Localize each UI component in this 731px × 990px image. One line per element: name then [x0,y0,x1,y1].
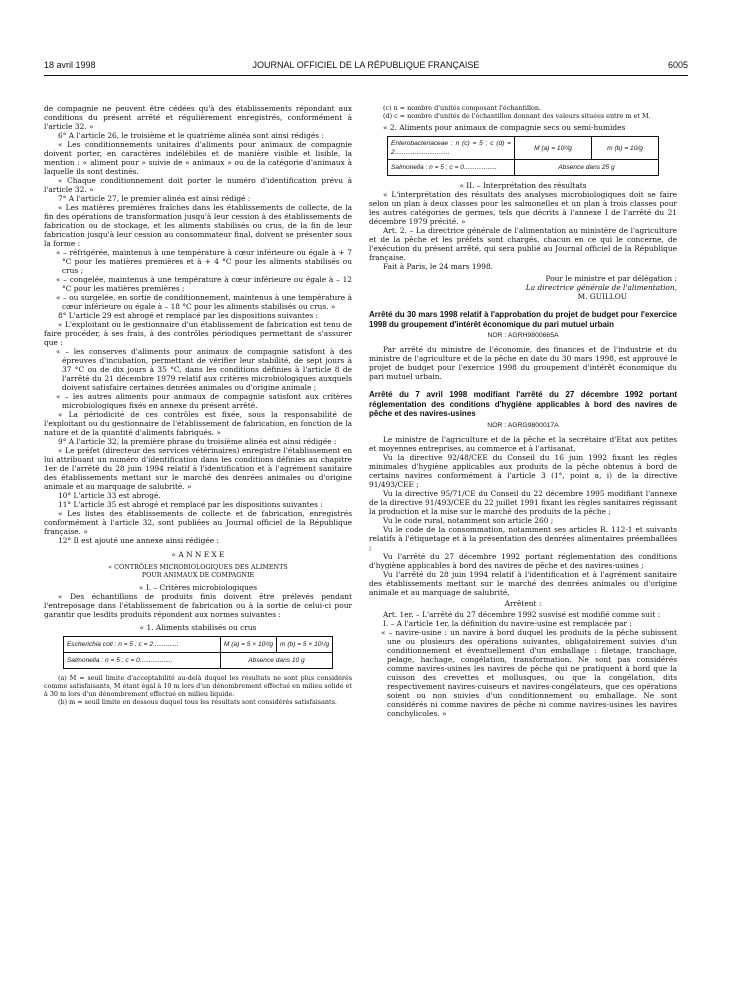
decree-title: Arrêté du 30 mars 1998 relatif à l'approbation du projet de budget pour l'exercice 1998 du groupement d'intérêt économique du pari mutuel urbain [369,310,677,329]
table-cell: Absence dans 25 g [515,160,659,176]
nor-reference: NOR : AGRG9800017A [487,421,559,429]
criteria-table-1 [63,636,333,669]
header-rule [44,75,688,76]
table-cell: m (b) = 5 × 10¹/g [277,637,333,653]
paragraph: Par arrêté du ministre de l'économie, des finances et de l'industrie et du ministre de l'agriculture et de la pêche en date du 30 mars 1998, est approuvé le projet de budget pour l'exercice 1998 du groupement d'intérêt économique du pari mutuel urbain. [369,345,677,381]
paragraph: « Les conditionnements unitaires d'aliments pour animaux de compagnie doivent porter, en caractères indélébiles et de manière visible et lisible, la mention : « aliment pour » suivie de « animaux » ou de la catégorie d'animaux à laquelle ils sont destinés. [44,140,352,176]
table-row [63,653,332,669]
paragraph: Vu le code de la consommation, notamment ses articles R. 112-1 et suivants relatifs à l'étiquetage et à la présentation des denrées alimentaires préemballées ; [369,524,677,552]
list-item: « – les conserves d'aliments pour animaux de compagnie satisfont à des épreuves d'incubation, permettant de vérifier leur stabilité, de sept jours à 37 °C ou de dix jours à 35 °C, dans les conditions définies à l'article 8 de l'arrêté du 21 décembre 1979 relatif aux critères microbiologiques auxquels doivent satisfaire certaines denrées animales ou d'origine animale ; [56,347,352,392]
paragraph: 7° A l'article 27, le premier alinéa est ainsi rédigé : [58,194,251,203]
paragraph: Vu la directive 92/48/CEE du Conseil du 16 juin 1992 fixant les règles minimales d'hygiène applicables aux produits de la pêche obtenus à bord de certains navires conformément à l'article 3 (1°, point a, i) de la directive 91/493/CEE ; [369,452,677,489]
table-cell: M (a) = 5 × 10²/g [220,637,276,653]
paragraph: Art. 1er. – L'arrêté du 27 décembre 1992 susvisé est modifié comme suit : [383,609,661,619]
annex-subtitle: POUR ANIMAUX DE COMPAGNIE [141,571,255,579]
paragraph: 11° L'article 35 est abrogé et remplacé par les dispositions suivantes : [58,500,323,509]
paragraph: Le ministre de l'agriculture et de la pêche et la secrétaire d'Etat aux petites et moyennes entreprises, au commerce et à l'artisanat, [369,434,677,453]
annex-title: « A N N E X E [171,550,225,559]
table-row [63,637,332,653]
paragraph: « Le préfet (directeur des services vétérinaires) enregistre l'établissement en lui attribuant un numéro d'identification dans les conditions définies au chapitre 1er de l'arrêté du 28 juin 1994 relatif à l'identification et à l'agrément sanitaire des établissements mettant sur le marché des denrées animales ou d'origine animale et au marquage de salubrité. » [44,446,352,491]
paragraph: « Chaque conditionnement doit porter le numéro d'identification prévu à l'article 32. » [44,176,352,194]
list-item: « – les autres aliments pour animaux de compagnie satisfont aux critères microbiologiques fixés en annexe du présent arrêté. [56,392,352,410]
footnote: (d) c = nombre d'unités de l'échantillon donnant des valeurs situées entre m et M. [383,112,651,120]
table-row [388,160,659,176]
header-date: 18 avril 1998 [44,60,96,70]
subsection-heading: « 2. Aliments pour animaux de compagnie secs ou semi-humides [383,123,626,132]
section-heading: « I. – Critères microbiologiques [138,583,258,592]
paragraph: Vu le code rural, notamment son article 260 ; [383,515,554,525]
paragraph: « L'interprétation des résultats des analyses microbiologiques doit se faire selon un plan à deux classes pour les salmonelles et un plan à trois classes pour les autres catégories de germes, tels que décrits à l'annexe I de l'arrêté du 21 décembre 1979 précité. » [369,190,677,226]
table-cell: Escherichia coli : n = 5 ; c = 2.............. [63,637,220,653]
criteria-table-2 [387,136,659,176]
footnote: (a) M = seuil limite d'acceptabilité au-delà duquel les résultats ne sont plus considérés comme satisfaisants, M étant égal à 10 m lors d'un dénombrement effectué en milieu solide et à 30 m lors d'un dénombrement effectué en milieu liquide. [44,674,352,698]
paragraph: « Les listes des établissements de collecte et de fabrication, enregistrés conformément à l'article 32, sont publiées au Journal officiel de la République française. » [44,509,352,536]
table-cell: Salmonella : n = 5 ; c = 0.................. [388,160,515,176]
paragraph: 12° Il est ajouté une annexe ainsi rédigée : [58,536,219,545]
paragraph: 10° L'article 33 est abrogé. [58,491,161,500]
header-title: JOURNAL OFFICIEL DE LA RÉPUBLIQUE FRANÇAISE [252,60,480,70]
table-cell: Absence dans 10 g [220,653,332,669]
paragraph: Fait à Paris, le 24 mars 1998. [383,262,493,271]
paragraph: « La périodicité de ces contrôles est fixée, sous la responsabilité de l'exploitant ou du gestionnaire de l'établissement de fabrication, en fonction de la nature et de la quantité d'aliments fabriqués. » [44,410,352,437]
table-cell: Salmonella : n = 5 ; c = 0.................. [63,653,220,669]
paragraph: Vu l'arrêté du 27 décembre 1992 portant réglementation des conditions d'hygiène applicables à bord des navires de pêche et des navires-usines ; [369,551,677,570]
header-page-number: 6005 [667,60,688,70]
paragraph: I. – A l'article 1er, la définition du navire-usine est remplacée par : [383,618,632,628]
subsection-heading: « 1. Aliments stabilisés ou crus [139,623,257,632]
list-item: « – réfrigérée, maintenus à une température à cœur inférieure ou égale à + 7 °C pour les matières premières et à + 4 °C pour les aliments stabilisés ou crus ; [56,248,352,275]
table-row [388,137,659,160]
paragraph: Vu l'arrêté du 28 juin 1994 relatif à l'identification et à l'agrément sanitaire des établissements mettant sur le marché des denrées animales ou d'origine animale et au marquage de salubrité, [369,569,677,597]
signature-line: La directrice générale de l'alimentation, [525,283,677,292]
nor-reference: NOR : AGRH9800665A [487,332,559,339]
table-cell: Enterobacteriaceae : n (c) = 5 ; c (d) = 2.............................. [388,137,515,160]
table-cell: M (a) = 10²/g [515,137,592,160]
right-column [369,104,677,718]
section-heading: « II. – Interprétation des résultats [459,181,587,190]
table-cell: m (b) = 10/g [592,137,659,160]
decree-title: Arrêté du 7 avril 1998 modifiant l'arrêté du 27 décembre 1992 portant réglementation des conditions d'hygiène applicables à bord des navires de pêche et des navires-usines [369,390,677,418]
signature-name: M. GUILLOU [577,292,627,301]
paragraph: Arrêtent : [504,598,542,608]
paragraph: « Les matières premières fraîches dans les établissements de collecte, de la fin des opérations de transformation jusqu'à leur cession à des établissements de fabrication ou de stockage, et les aliments stabilisés ou crus, de la fin de leur fabrication jusqu'à leur cession au consommateur final, doivent se présenter sous la forme : [44,203,352,248]
annex-subtitle: « CONTRÔLES MICROBIOLOGIQUES DES ALIMENTS [108,563,288,571]
list-item: « – navire-usine : un navire à bord duquel les produits de la pêche subissent une ou plusieurs des opérations suivantes, obligatoirement suivies d'un conditionnement et éventuellement d'un emballage : filetage, tranchage, pelage, hachage, congélation, transformation. Ne sont pas considérés comme navires-usines les navires de pêche qui ne pratiquent à bord que la cuisson des crevettes et mollusques, ou que la congélation, dits respectivement navires-cuiseurs et navires-congélateurs, que ces opérations soient ou non suivies d'un conditionnement ou emballage. Ne sont considérés ni comme navires de pêche ni comme navires-usines les navires conchylicoles. » [381,627,677,718]
list-item: « – ou surgelée, en sortie de conditionnement, maintenus à une température à cœur inférieure ou égale à – 18 °C pour les aliments stabilisés ou crus. » [56,293,352,311]
page-header [44,60,688,74]
paragraph: « L'exploitant ou le gestionnaire d'un établissement de fabrication est tenu de faire procéder, à ses frais, à des contrôles périodiques permettant de s'assurer que : [44,320,352,347]
list-item: « – congelée, maintenus à une température à cœur inférieure ou égale à – 12 °C pour les matières premières ; [56,275,352,293]
paragraph: 6° A l'article 26, le troisième et le quatrième alinéa sont ainsi rédigés : [58,131,324,140]
paragraph: Vu la directive 95/71/CE du Conseil du 22 décembre 1995 modifiant l'annexe de la directive 91/493/CEE du 22 juillet 1991 fixant les règles sanitaires régissant la production et la mise sur le marché des produits de la pêche ; [369,488,677,516]
paragraph: 9° A l'article 32, la première phrase du troisième alinéa est ainsi rédigée : [58,437,337,446]
signature-line: Pour le ministre et par délégation : [545,274,677,283]
left-column [44,104,352,706]
footnote: (b) m = seuil limite en dessous duquel tous les résultats sont considérés satisfaisants. [58,698,337,706]
footnote: (c) n = nombre d'unités composant l'échantillon. [383,104,542,112]
paragraph: Art. 2. – La directrice générale de l'alimentation au ministère de l'agriculture et de la pêche et les préfets sont chargés, chacun en ce qui le concerne, de l'exécution du présent arrêté, qui sera publié au Journal officiel de la République française. [369,226,677,262]
paragraph: de compagnie ne peuvent être cédées qu'à des établissements répondant aux conditions du présent arrêté et régulièrement enregistrés, conformément à l'article 32. » [44,104,352,131]
paragraph: 8° L'article 29 est abrogé et remplacé par les dispositions suivantes : [58,311,319,320]
paragraph: « Des échantillons de produits finis doivent être prélevés pendant l'entreposage dans l'établissement de fabrication ou à la sortie de celui-ci pour garantir que lesdits produits répondent aux normes suivantes : [44,592,352,619]
